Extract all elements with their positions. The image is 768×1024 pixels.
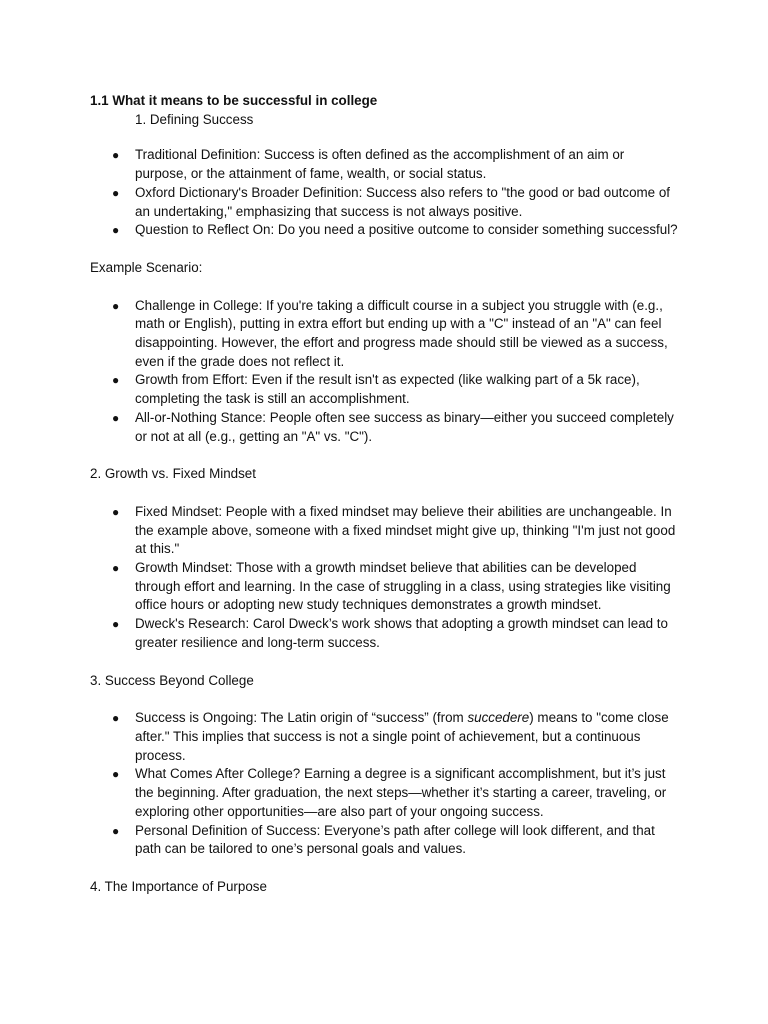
bullet-icon: ● (112, 373, 120, 388)
list-item: ● Growth Mindset: Those with a growth mindset believe that abilities can be developed through effort and learning. In the case of struggling in a class, using strategies like visiting office hours or adopting new study techniques demonstrates a growth mindset. (112, 560, 671, 613)
list-item: ● All-or-Nothing Stance: People often see success as binary—either you succeed completely or not at all (e.g., getting an "A" vs. "C"). (112, 409, 674, 444)
list-item: ● Fixed Mindset: People with a fixed mindset may believe their abilities are unchangeable. In the example above, someone with a fixed mindset might give up, thinking "I'm just not good at this." (112, 503, 676, 557)
section-title-growth-mindset: 2. Growth vs. Fixed Mindset (90, 466, 256, 482)
list-item: ● Challenge in College: If you're taking a difficult course in a subject you struggle with (e.g., math or English), putting in extra effort but ending up with a "C" instead of an "A" can feel disappointing. However, the effort and progress made should still be viewed as a success, even if the grade does not reflect it. (112, 297, 668, 369)
bullet-icon: ● (112, 561, 120, 576)
list-item: ● What Comes After College? Earning a degree is a significant accomplishment, but it’s just the beginning. After graduation, the next steps—whether it’s starting a career, traveling, or exploring other opportunities—are also part of your ongoing success. (112, 766, 667, 819)
document-body (90, 92, 680, 897)
section-title-beyond-college: 3. Success Beyond College (90, 672, 254, 688)
list-item: ● Personal Definition of Success: Everyone’s path after college will look different, and that path can be tailored to one’s personal goals and values. (112, 822, 655, 857)
example-scenario-list (90, 297, 680, 447)
list-item: ● Growth from Effort: Even if the result isn't as expected (like walking part of a 5k race), completing the task is still an accomplishment. (112, 372, 640, 407)
mindset-list (90, 503, 680, 653)
list-item: ● Oxford Dictionary's Broader Definition: Success also refers to "the good or bad outcome of an undertaking," emphasizing that success is not always positive. (112, 184, 671, 219)
section-title-purpose: 4. The Importance of Purpose (90, 878, 267, 894)
list-item: ● Question to Reflect On: Do you need a positive outcome to consider something successful? (90, 221, 680, 240)
beyond-college-list (90, 709, 680, 859)
example-scenario-label: Example Scenario: (90, 259, 203, 275)
bullet-icon: ● (112, 298, 120, 313)
bullet-icon: ● (112, 148, 120, 163)
defining-success-list (90, 146, 680, 240)
list-item: ● Success is Ongoing: The Latin origin of “success” (from succedere) means to "come close after." This implies that success is not a single point of achievement, but a continuous process. (112, 710, 669, 763)
subsection-title: 1. Defining Success (135, 111, 254, 127)
bullet-icon: ● (112, 823, 120, 838)
bullet-icon: ● (112, 504, 120, 519)
bullet-icon: ● (112, 185, 120, 200)
bullet-icon: ● (112, 223, 120, 238)
bullet-icon: ● (112, 617, 120, 632)
latin-term: succedere (467, 710, 530, 726)
bullet-icon: ● (112, 767, 120, 782)
list-item: ● Dweck's Research: Carol Dweck’s work shows that adopting a growth mindset can lead to greater resilience and long-term success. (112, 616, 668, 650)
bullet-icon: ● (112, 711, 120, 726)
bullet-icon: ● (112, 410, 120, 425)
list-item: ● Traditional Definition: Success is often defined as the accomplishment of an aim or purpose, or the attainment of fame, wealth, or social status. (112, 147, 625, 182)
document-title: 1.1 What it means to be successful in college (90, 93, 378, 108)
